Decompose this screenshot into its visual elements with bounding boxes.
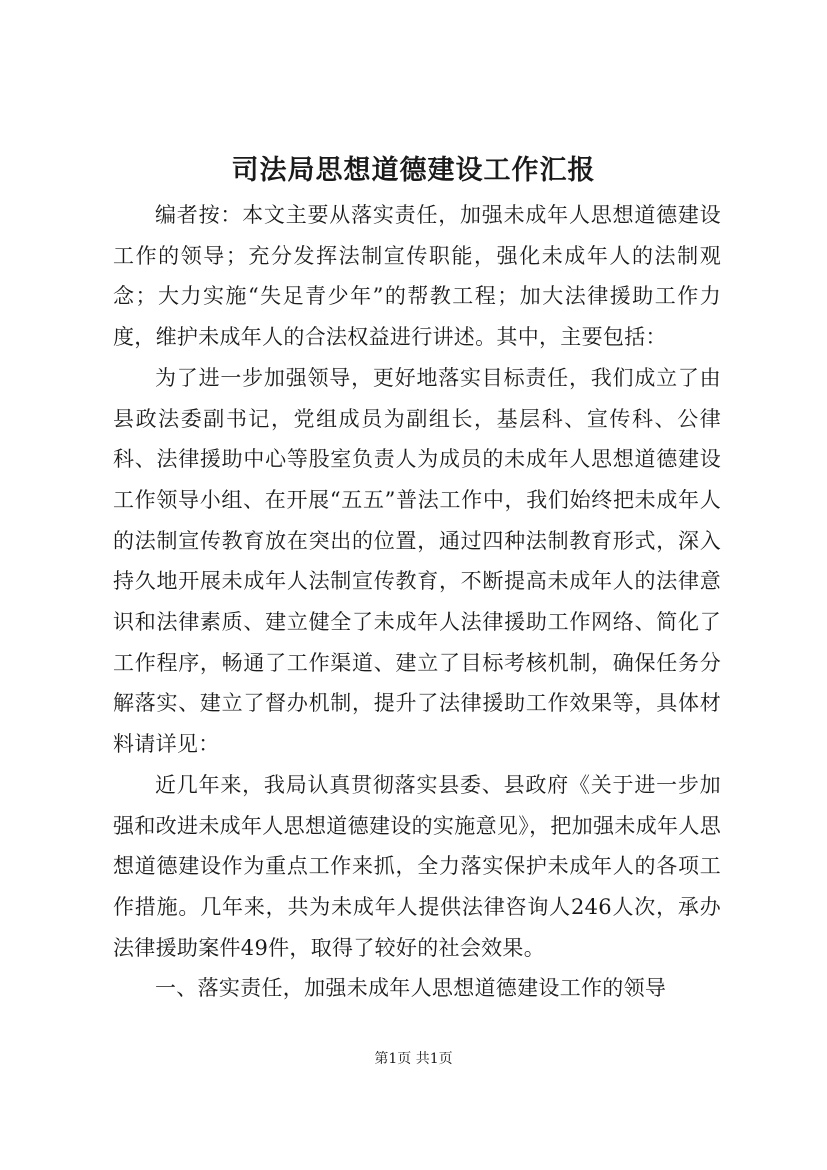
editor-note-paragraph: 编者按：本文主要从落实责任，加强未成年人思想道德建设工作的领导；充分发挥法制宣传职能，强化未成年人的法制观念；大力实施“失足青少年”的帮教工程；加大法律援助工作力度，维护未成年人的合法权益进行讲述。其中，主要包括： <box>113 203 721 350</box>
body-paragraph: 近几年来，我局认真贯彻落实县委、县政府《关于进一步加强和改进未成年人思想道德建设的实施意见》，把加强未成年人思想道德建设作为重点工作来抓，全力落实保护未成年人的各项工作措施。几年来，共为未成年人提供法律咨询人246人次，承办法律援助案件49件，取得了较好的社会效果。 <box>113 772 721 960</box>
page-number-footer: 第1页 共1页 <box>374 1051 453 1067</box>
document-title: 司法局思想道德建设工作汇报 <box>231 155 596 186</box>
document-body <box>113 195 721 1009</box>
section-heading: 一、落实责任，加强未成年人思想道德建设工作的领导 <box>155 976 667 1001</box>
body-paragraph: 为了进一步加强领导，更好地落实目标责任，我们成立了由县政法委副书记，党组成员为副组长，基层科、宣传科、公律科、法律援助中心等股室负责人为成员的未成年人思想道德建设工作领导小组、在开展“五五”普法工作中，我们始终把未成年人的法制宣传教育放在突出的位置，通过四种法制教育形式，深入持久地开展未成年人法制宣传教育，不断提高未成年人的法律意识和法律素质、建立健全了未成年人法律援助工作网络、简化了工作程序，畅通了工作渠道、建立了目标考核机制，确保任务分解落实、建立了督办机制，提升了法律援助工作效果等，具体材料请详见： <box>113 365 721 757</box>
